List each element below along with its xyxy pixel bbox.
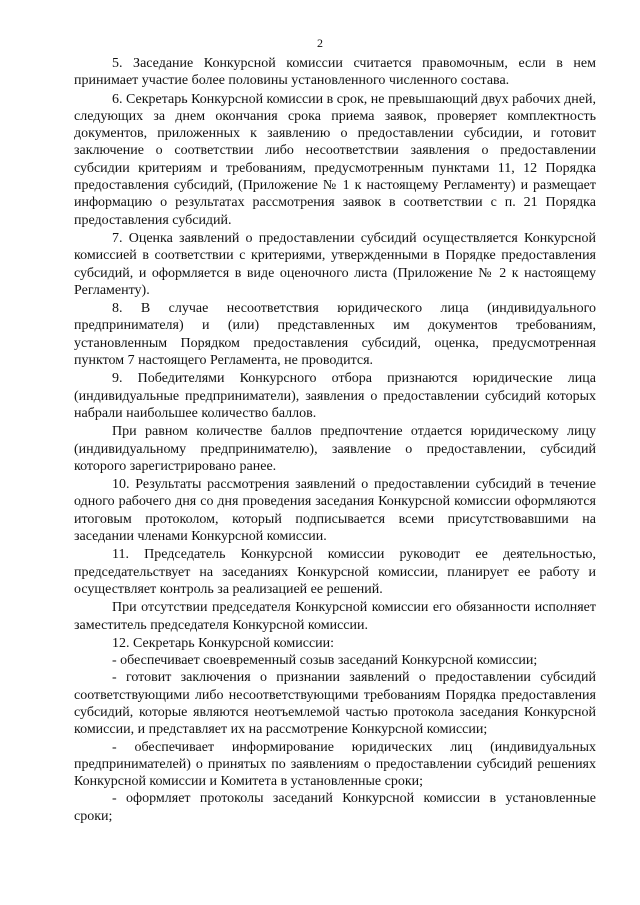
paragraph-6: 6. Секретарь Конкурсной комиссии в срок, не превышающий двух рабочих дней, следующих за днем окончания срока приема заявок, проверяет комплектность документов, приложенных к заявлению о предоставлении субсидии, и готовит заключение о соответствии либо несоответствии заявления о предоставлении субсидии критериям и требованиям, предусмотренным пунктами 11, 12 Порядка предоставления субсидий, (Приложение № 1 к настоящему Регламенту) и размещает информацию о результатах рассмотрения заявок в соответствии с п. 21 Порядка предоставления субсидий. [74,91,597,228]
paragraph-10: 10. Результаты рассмотрения заявлений о предоставлении субсидий в течение одного рабочего дня со дня проведения заседания Конкурсной комиссии оформляются итоговым протоколом, который подписывается всеми присутствовавшими на заседании членами Конкурсной комиссии. [74,477,596,545]
paragraph-11: 11. Председатель Конкурсной комиссии руководит ее деятельностью, председательствует на заседаниях Конкурсной комиссии, планирует ее работу и осуществляет контроль за реализацией ее решений. [74,547,596,597]
paragraph-11-absence: При отсутствии председателя Конкурсной комиссии его обязанности исполняет заместитель председателя Конкурсной комиссии. [74,600,596,633]
paragraph-9: 9. Победителями Конкурсного отбора признаются юридические лица (индивидуальные предприниматели), заявления о предоставлении субсидий которых набрали наибольшее количество баллов. [74,371,596,421]
document-body [74,55,596,825]
list-item-convening: - обеспечивает своевременный созыв заседаний Конкурсной комиссии; [112,653,538,669]
paragraph-8: 8. В случае несоответствия юридического лица (индивидуального предпринимателя) и (или) представленных им документов требованиям, установленным Порядком предоставления субсидий, оценка, предусмотренная пунктом 7 настоящего Регламента, не проводится. [74,301,596,369]
paragraph-7: 7. Оценка заявлений о предоставлении субсидий осуществляется Конкурсной комиссией в соответствии с критериями, утвержденными в Порядке предоставления субсидий, и оформляется в виде оценочного листа (Приложение № 2 к настоящему Регламенту). [74,230,596,298]
page-number: 2 [317,36,323,50]
list-item-informing: - обеспечивает информирование юридических лиц (индивидуальных предпринимателей) о принятых по заявлениям о предоставлении субсидий решениях Конкурсной комиссии и Комитета в установленные сроки; [74,739,596,790]
paragraph-5: 5. Заседание Конкурсной комиссии считается правомочным, если в нем принимает участие более половины установленного численного состава. [74,56,596,89]
list-item-conclusions: - готовит заключения о признании заявлений о предоставлении субсидий соответствующими либо несоответствующими требованиям Порядка предоставления субсидий, которые являются неотъемлемой частью протокола заседания Конкурсной комиссии, и представляет их на рассмотрение Конкурсной комиссии; [74,670,596,738]
list-item-protocols: - оформляет протоколы заседаний Конкурсной комиссии в установленные сроки; [74,791,596,824]
paragraph-9-equal-points: При равном количестве баллов предпочтение отдается юридическому лицу (индивидуальному предпринимателю), заявление о предоставлении, субсидий которого зарегистрировано ранее. [74,424,596,474]
paragraph-12: 12. Секретарь Конкурсной комиссии: [112,635,335,651]
